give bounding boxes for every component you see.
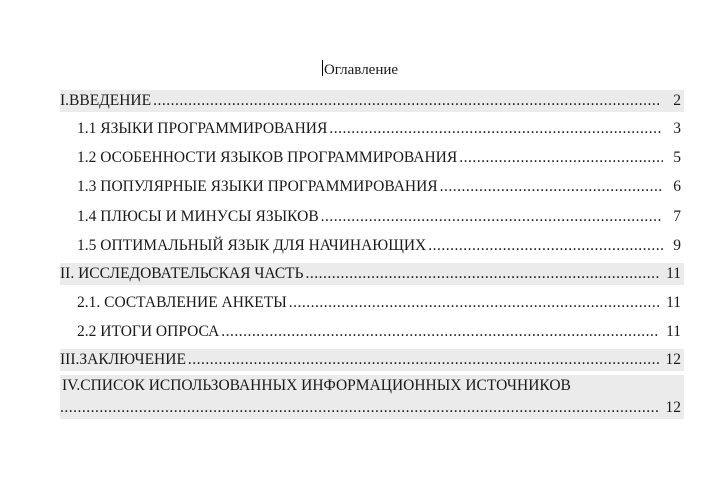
toc-entry-label: 1.4 ПЛЮСЫ И МИНУСЫ ЯЗЫКОВ <box>77 207 319 225</box>
toc-dot-leader <box>306 263 659 285</box>
toc-entry-sources[interactable] <box>60 375 684 419</box>
toc-entry-label: IV.СПИСОК ИСПОЛЬЗОВАННЫХ ИНФОРМАЦИОННЫХ ИСТОЧНИКОВ <box>62 377 571 395</box>
toc-page-number: 6 <box>673 178 681 196</box>
toc-page-number: 2 <box>673 92 681 109</box>
toc-title[interactable] <box>0 59 720 81</box>
toc-entry-label: 2.1. СОСТАВЛЕНИЕ АНКЕТЫ <box>77 293 287 311</box>
toc-entry-introduction[interactable] <box>60 90 684 112</box>
toc-entry-research-part[interactable] <box>60 263 684 285</box>
toc-entry-1-1[interactable] <box>60 118 684 140</box>
toc-entry-1-5[interactable] <box>60 235 684 257</box>
toc-entry-2-2[interactable] <box>60 321 684 343</box>
toc-entry-label: III.ЗАКЛЮЧЕНИЕ <box>60 351 186 369</box>
toc-dot-leader <box>440 176 663 198</box>
toc-dot-leader <box>289 292 659 314</box>
text-cursor <box>322 60 323 76</box>
table-of-contents[interactable] <box>60 90 684 419</box>
toc-title-text: Оглавление <box>323 62 399 78</box>
toc-dot-leader <box>221 321 659 343</box>
toc-page-number: 7 <box>673 207 681 225</box>
toc-entry-conclusion[interactable] <box>60 349 684 371</box>
toc-entry-label: 1.1 ЯЗЫКИ ПРОГРАММИРОВАНИЯ <box>77 120 328 137</box>
toc-dot-leader <box>459 147 663 169</box>
toc-dot-leader <box>428 235 663 257</box>
toc-page-number: 3 <box>673 120 681 137</box>
toc-entry-1-3[interactable] <box>60 176 684 198</box>
toc-entry-label: 1.3 ПОПУЛЯРНЫЕ ЯЗЫКИ ПРОГРАММИРОВАНИЯ <box>77 178 438 196</box>
toc-entry-2-1[interactable] <box>60 292 684 314</box>
toc-dot-leader <box>188 349 659 371</box>
toc-page-number: 11 <box>666 293 681 311</box>
toc-entry-1-4[interactable] <box>60 206 684 228</box>
toc-page-number: 5 <box>673 149 681 167</box>
toc-dot-leader <box>321 206 663 228</box>
toc-entry-label: I.ВВЕДЕНИЕ <box>60 92 152 109</box>
toc-dot-leader <box>153 90 659 112</box>
toc-page-number: 11 <box>666 264 681 282</box>
toc-page-number: 12 <box>665 351 681 369</box>
toc-entry-label: 2.2 ИТОГИ ОПРОСА <box>77 323 220 341</box>
toc-entry-label: II. ИССЛЕДОВАТЕЛЬСКАЯ ЧАСТЬ <box>60 264 304 282</box>
toc-page-number: 12 <box>665 399 681 417</box>
toc-dot-leader <box>60 397 659 419</box>
toc-page-number: 9 <box>673 236 681 254</box>
toc-entry-1-2[interactable] <box>60 147 684 169</box>
toc-entry-label: 1.2 ОСОБЕННОСТИ ЯЗЫКОВ ПРОГРАММИРОВАНИЯ <box>77 149 458 167</box>
toc-dot-leader <box>329 118 663 140</box>
toc-page-number: 11 <box>666 323 681 341</box>
toc-entry-label: 1.5 ОПТИМАЛЬНЫЙ ЯЗЫК ДЛЯ НАЧИНАЮЩИХ <box>77 236 427 254</box>
